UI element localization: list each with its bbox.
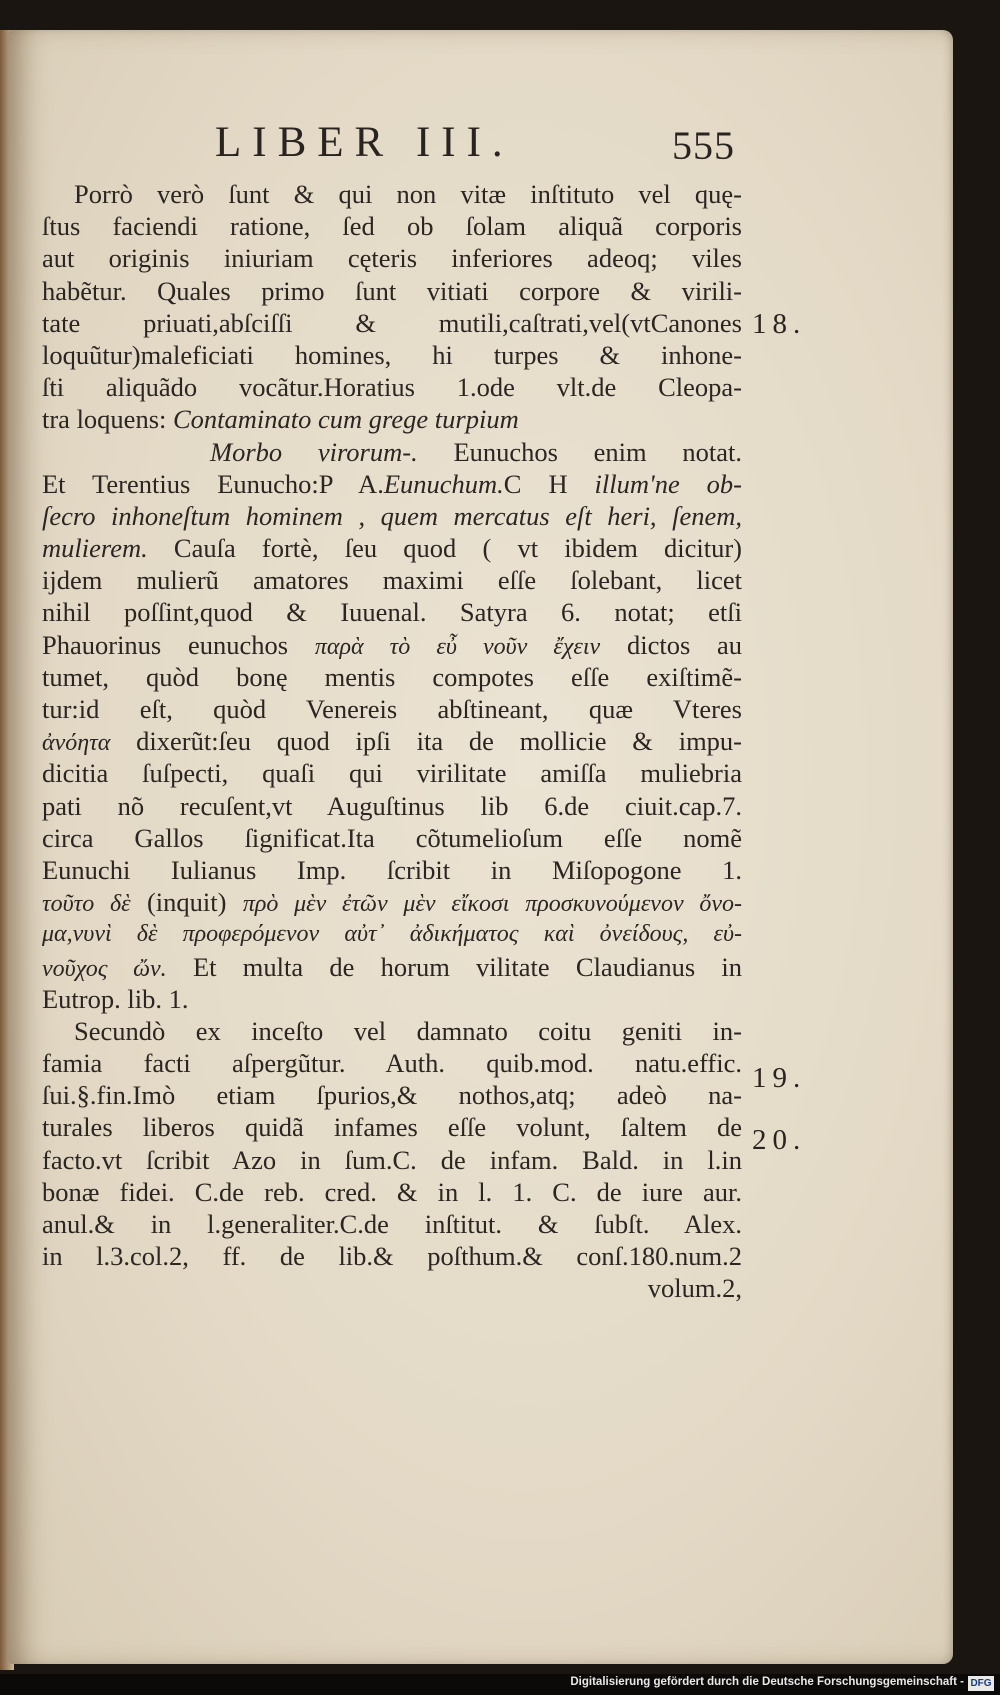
dfg-logo: DFG xyxy=(968,1676,994,1691)
text-fragment: dictos au xyxy=(626,629,743,660)
text-fragment: Et multa de horum vilitate Claudianus in xyxy=(192,951,742,982)
page-header xyxy=(215,118,735,178)
text-line: Porrò verò ſunt & qui non vitæ inſtituto vel quę- xyxy=(74,179,742,209)
text-line: tate priuati,abſciſſi & mutili,caſtrati,vel(vtCanones xyxy=(42,307,742,338)
text-line: ſti aliquãdo vocãtur.Horatius 1.ode vlt.de Cleopa- xyxy=(42,372,742,403)
quotation: Contaminato cum grege turpium xyxy=(173,404,519,435)
text-line: pati nõ recuſent,vt Auguſtinus lib 6.de ciuit.cap.7. xyxy=(42,790,742,821)
text-line: ſtus faciendi ratione, ſed ob ſolam aliquã corporis xyxy=(42,211,742,242)
funding-credit: Digitalisierung gefördert durch die Deutsche Forschungsgemeinschaft - xyxy=(570,1676,964,1688)
text-line: habẽtur. Quales primo ſunt vitiati corpore & virili- xyxy=(42,275,742,306)
quotation: illum'ne ob- xyxy=(594,468,742,499)
text-fragment: (inquit) xyxy=(146,887,227,918)
margin-note-number: 18. xyxy=(752,308,807,340)
text-line: volum.2, xyxy=(647,1273,742,1304)
text-line xyxy=(42,532,742,564)
text-fragment: Et Terentius Eunucho: xyxy=(42,468,319,499)
greek-line: μα,νυνὶ δὲ προφερόμενον αὐτ᾽ ἀδικήματος καὶ ὀνείδους, εὐ- xyxy=(42,921,742,948)
text-line: tumet, quòd bonę mentis compotes eſſe exiſtimẽ- xyxy=(42,661,742,692)
text-fragment: Eunuchos enim notat. xyxy=(453,436,742,467)
quotation: Eunuchum. xyxy=(383,468,504,499)
text-line xyxy=(42,468,742,500)
text-line xyxy=(42,886,742,918)
text-line: bonæ fidei. C.de reb. cred. & in l. 1. C. de iure aur. xyxy=(42,1176,742,1207)
text-line xyxy=(42,403,742,435)
text-line: circa Gallos ſignificat.Ita cõtumelioſum eſſe nomẽ xyxy=(42,822,742,853)
greek-text: παρὰ τὸ εὖ νοῦν ἔχειν xyxy=(314,633,601,660)
quotation: mulierem. xyxy=(42,533,148,564)
main-text-block xyxy=(42,178,742,1305)
text-line: facto.vt ſcribit Azo in ſum.C. de infam. Bald. in l.in xyxy=(42,1144,742,1175)
quotation-line: ſecro inhoneſtum hominem , quem mercatus eſt heri, ſenem, xyxy=(42,500,742,531)
text-line: ſui.§.fin.Imò etiam ſpurios,& nothos,atq; adeò na- xyxy=(42,1080,742,1111)
text-fragment: tra loquens: xyxy=(42,404,167,435)
text-line: dicitia ſuſpecti, quaſi qui virilitate amiſſa muliebria xyxy=(42,758,742,789)
quotation: Morbo virorum-. xyxy=(210,436,418,467)
text-line: turales liberos quidã infames eſſe volunt, ſaltem de xyxy=(42,1112,742,1143)
text-line: ijdem mulierũ amatores maximi eſſe ſolebant, licet xyxy=(42,565,742,596)
speaker-label: P A. xyxy=(318,468,384,499)
text-line xyxy=(42,951,742,983)
text-fragment: dixerũt:ſeu quod ipſi ita de mollicie & impu- xyxy=(136,726,743,757)
greek-text: τοῦτο δὲ xyxy=(42,891,131,918)
text-line: anul.& in l.generaliter.C.de inſtitut. & ſubſt. Alex. xyxy=(42,1209,742,1239)
text-line xyxy=(42,629,742,661)
margin-note-number: 19. xyxy=(752,1062,807,1094)
text-line: loquũtur)maleficiati homines, hi turpes & inhone- xyxy=(42,339,742,370)
text-line: aut originis iniuriam cęteris inferiores adeoq; viles xyxy=(42,243,742,274)
text-line: nihil poſſint,quod & Iuuenal. Satyra 6. notat; etſi xyxy=(42,597,742,628)
speaker-label: C H xyxy=(503,468,568,499)
margin-note-number: 20. xyxy=(752,1124,807,1156)
text-line: Eunuchi Iulianus Imp. ſcribit in Miſopogone 1. xyxy=(42,854,742,885)
greek-text: πρὸ μὲν ἐτῶν μὲν εἴκοσι προσκυνούμενον ὄνο- xyxy=(242,891,742,918)
text-line: Secundò ex inceſto vel damnato coitu geniti in- xyxy=(74,1015,742,1046)
text-line xyxy=(42,436,742,468)
page-number: 555 xyxy=(672,123,735,168)
running-head: LIBER III. xyxy=(215,119,514,166)
text-line: Eutrop. lib. 1. xyxy=(42,983,189,1014)
text-line: famia facti aſpergũtur. Auth. quib.mod. natu.effic. xyxy=(42,1048,742,1079)
greek-text: ἀνόητα xyxy=(42,730,111,757)
text-fragment: Phauorinus eunuchos xyxy=(42,629,289,660)
text-line xyxy=(42,725,742,757)
text-fragment: Cauſa fortè, ſeu quod ( vt ibidem dicitur) xyxy=(173,533,743,564)
text-line: tur:id eſt, quòd Venereis abſtineant, quæ Vteres xyxy=(42,694,742,724)
text-line: in l.3.col.2, ff. de lib.& poſthum.& conſ.180.num.2 xyxy=(42,1241,742,1272)
greek-text: νοῦχος ὤν. xyxy=(42,955,167,982)
